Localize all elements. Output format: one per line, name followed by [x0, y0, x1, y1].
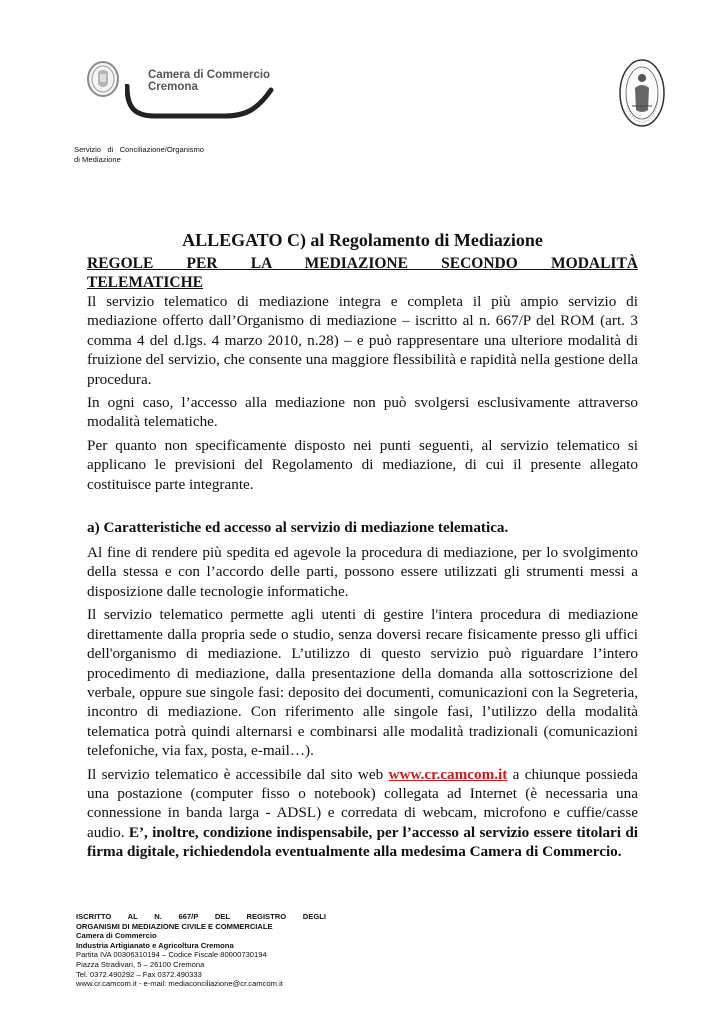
intro-paragraph-1: Il servizio telematico di mediazione integra e completa il più ampio servizio di mediazione offerto dall’Organismo di mediazione – iscritto al n. 667/P del ROM (art. 3 comma 4 del d.lgs. 4 marzo 2010, n.28) – e può rappresentare una ulteriore modalità di fruizione del servizio, che consente una maggiore flessibilità e rapidità nella gestione della procedura. — [87, 293, 638, 388]
section-a-paragraph-1: Al fine di rendere più spedita ed agevole la procedura di mediazione, per lo svolgimento della stessa e con l’accordo delle parti, possono essere utilizzati gli strumenti messi a disposizione dalle tecnologie informatiche. — [87, 544, 638, 600]
footer-tax-ids: Partita IVA 00306310194 – Codice Fiscale 80000730194 — [76, 950, 267, 960]
footer-registration-line-2: ORGANISMI DI MEDIAZIONE CIVILE E COMMERCIALE — [76, 921, 273, 931]
intro-paragraph-3: Per quanto non specificamente disposto nei punti seguenti, al servizio telematico si applicano le previsioni del Regolamento di mediazione, di cui il presente allegato costituisce parte integrante. — [87, 436, 638, 493]
website-link[interactable]: www.cr.camcom.it — [388, 765, 508, 783]
document-title: ALLEGATO C) al Regolamento di Mediazione — [182, 230, 543, 250]
service-line-2: di Mediazione — [74, 154, 121, 164]
footer-chamber-name: Camera di Commercio — [76, 931, 157, 941]
footer-address: Piazza Stradivari, 5 – 26100 Cremona — [76, 959, 205, 969]
intro-paragraph-2: In ogni caso, l’accesso alla mediazione non può svolgersi esclusivamente attraverso modalità telematiche. — [87, 394, 638, 431]
document-subtitle — [87, 254, 638, 292]
logo-swoosh-icon — [125, 84, 275, 124]
footer-web-email: www.cr.camcom.it - e-mail: mediaconciliazione@cr.camcom.it — [76, 979, 283, 989]
requirements-text: a chiunque possieda una postazione (computer fisso o notebook) collegata ad Internet (è necessaria una connessione in banda larga - ADSL) e corredata di webcam, microfono e cuffie/casse audio. — [87, 765, 638, 841]
footer-chamber-full-name: Industria Artigianato e Agricoltura Cremona — [76, 940, 234, 950]
logo-line-2: Cremona — [148, 81, 198, 93]
service-line-1: Servizio di Conciliazione/Organismo — [74, 145, 204, 154]
section-a-heading: a) Caratteristiche ed accesso al servizio di mediazione telematica. — [87, 519, 509, 537]
document-body — [87, 229, 638, 866]
logo-line-1: Camera di Commercio — [148, 69, 271, 81]
mediation-seal-icon — [618, 58, 666, 128]
section-a-paragraph-2: Il servizio telematico permette agli utenti di gestire l'intera procedura di mediazione direttamente dalla propria sede o studio, senza doversi recare fisicamente presso gli uffici dell'organismo di mediazione. L’utilizzo di questo servizio può riguardare l’intero procedimento di mediazione, dalla presentazione della domanda alla sottoscrizione del verbale, oppure sue singole fasi: deposito dei documenti, comunicazioni con la Segreteria, incontro di mediazione. Con riferimento alle singole fasi, l’utilizzo della modalità telematica potrà quindi alternarsi e combinarsi alle modalità tradizionali (comunicazioni telefoniche, via fax, posta, e-mail…). — [87, 606, 638, 760]
footer-phone-fax: Tel. 0372.490292 – Fax 0372.490333 — [76, 969, 202, 979]
subtitle-line-2: TELEMATICHE — [87, 274, 203, 291]
access-text: Il servizio telematico è accessibile dal sito web — [87, 765, 389, 783]
subtitle-line-1: REGOLE PER LA MEDIAZIONE SECONDO MODALITÀ — [87, 255, 638, 272]
footer — [76, 912, 326, 989]
section-a-paragraph-3 — [87, 765, 638, 862]
footer-registration-line-1: ISCRITTO AL N. 667/P DEL REGISTRO DEGLI — [76, 912, 326, 921]
service-label — [74, 145, 204, 164]
chamber-seal-icon — [86, 60, 120, 98]
digital-signature-requirement: E’, inoltre, condizione indispensabile, per l’accesso al servizio essere titolari di firma digitale, richiedendola eventualmente alla medesima Camera di Commercio. — [87, 823, 638, 861]
